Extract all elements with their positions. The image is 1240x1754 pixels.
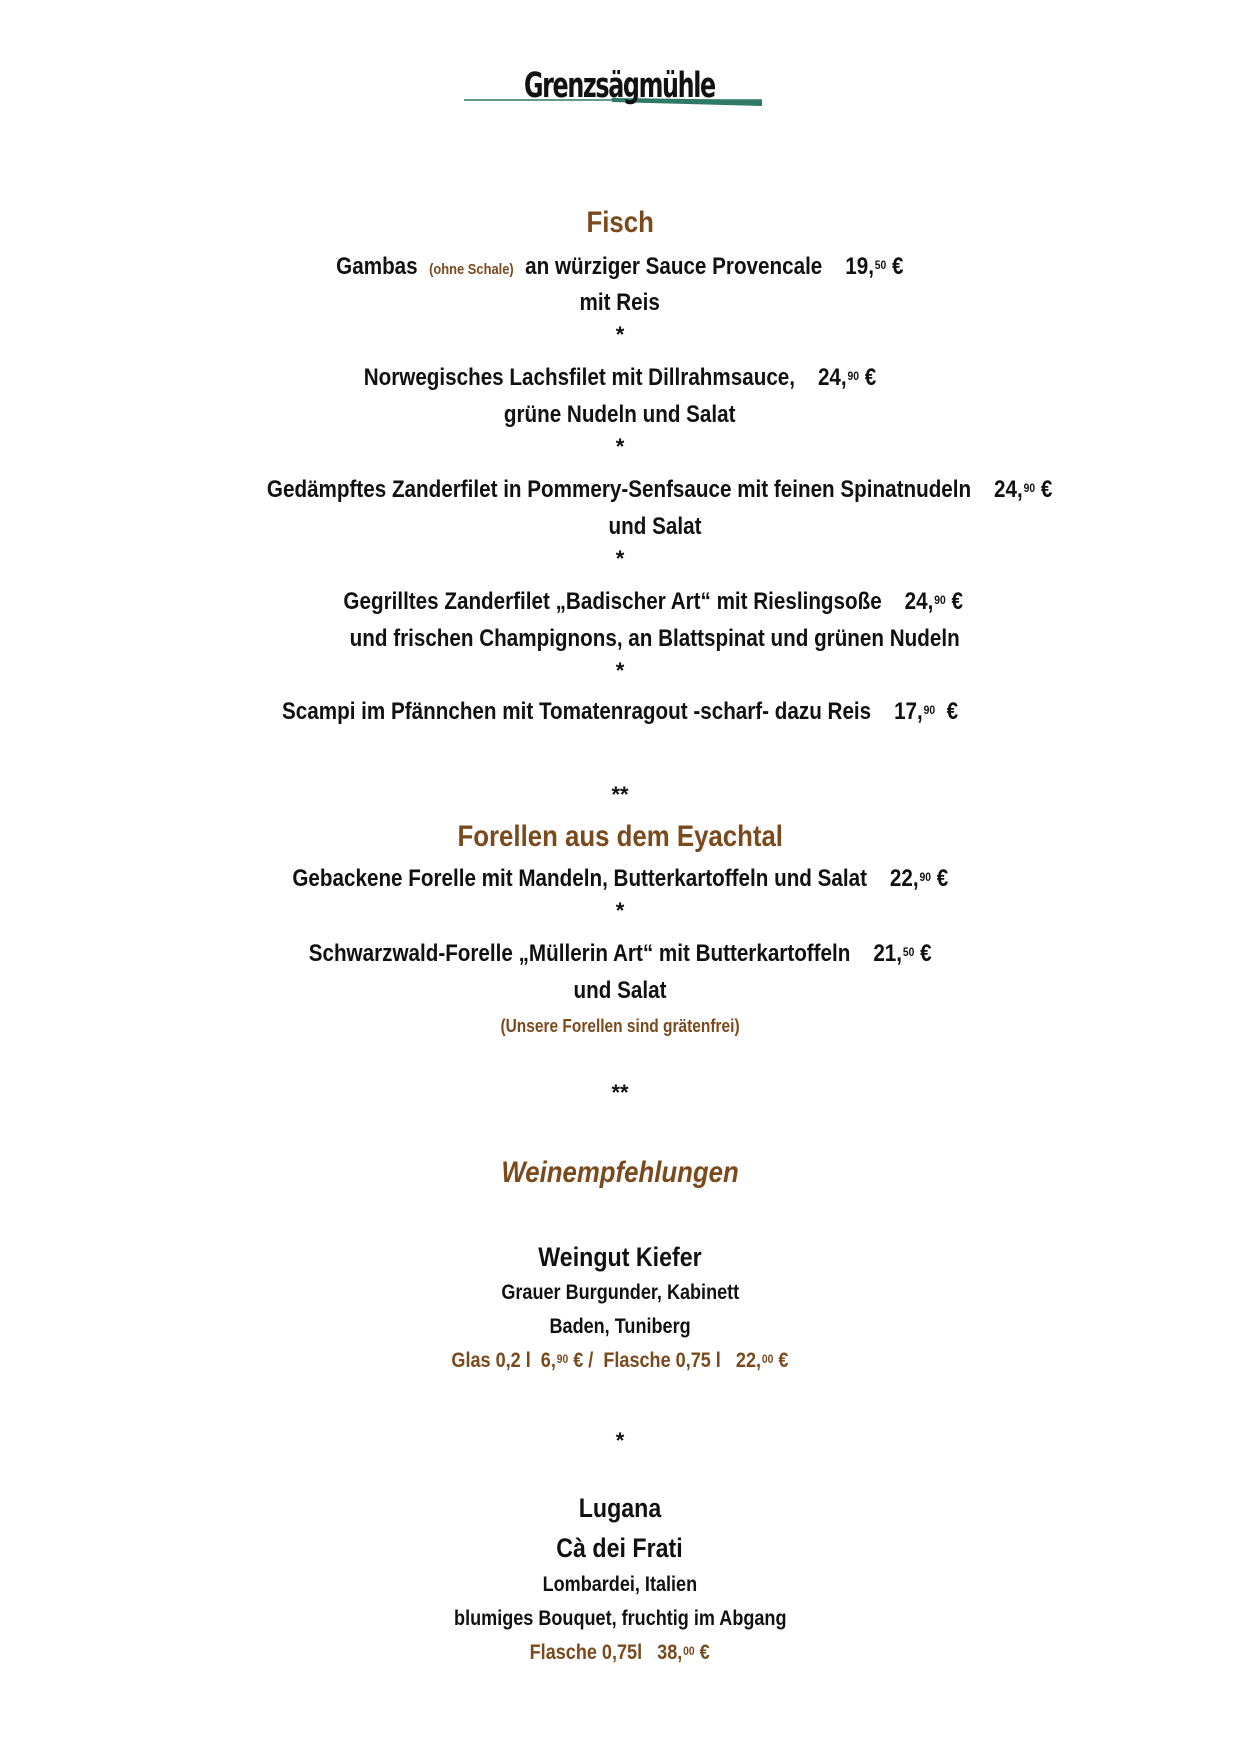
logo (462, 62, 772, 132)
flasche-label: Flasche 0,75 l (603, 1349, 721, 1372)
forellen-note: (Unsere Forellen sind grätenfrei) (500, 1016, 740, 1036)
glas-label: Glas 0,2 l (451, 1349, 531, 1372)
fisch-heading-text: Fisch (586, 206, 654, 239)
menu-item-scampi (0, 697, 1240, 727)
forelle-gebacken-price: 22,90 € (889, 865, 948, 892)
zander-gedaempft-description: Gedämpftes Zanderfilet in Pommery-Senfsauce mit feinen Spinatnudeln (267, 476, 972, 503)
forelle-muellerin-line2: und Salat (573, 977, 667, 1004)
forelle-muellerin-description: Schwarzwald-Forelle „Müllerin Art“ mit Butterkartoffeln (308, 940, 851, 967)
section-heading-forellen (0, 819, 1240, 855)
forelle-gebacken-description: Gebackene Forelle mit Mandeln, Butterkartoffeln und Salat (292, 865, 867, 892)
item-separator: * (615, 546, 625, 571)
item-separator: * (615, 1428, 625, 1453)
flasche-label: Flasche 0,75l (529, 1641, 643, 1664)
menu-item-forelle-muellerin (0, 939, 1240, 969)
zander-gegrillt-price: 24,90 € (904, 588, 963, 615)
gambas-line (336, 252, 903, 285)
wine-kiefer-name: Weingut Kiefer (538, 1242, 702, 1272)
section-separator: ** (611, 1080, 629, 1105)
lachs-line (364, 363, 877, 393)
zander-gegrillt-line2: und frischen Champignons, an Blattspinat und grünen Nudeln (349, 625, 961, 652)
logo-text: Grenzsägmühle (524, 66, 715, 106)
item-separator: * (615, 898, 625, 923)
wine-lugana-detail2: blumiges Bouquet, fruchtig im Abgang (453, 1607, 787, 1630)
menu-item-zander-gegrillt (33, 587, 1240, 617)
zander-gedaempft-line (267, 475, 1052, 505)
lachs-price: 24,90 € (817, 364, 877, 391)
forelle-gebacken-line (292, 864, 948, 894)
section-separator: ** (611, 782, 629, 807)
zander-gegrillt-description: Gegrilltes Zanderfilet „Badischer Art“ mit Rieslingsoße (343, 588, 882, 615)
wine-lugana-name2: Cà dei Frati (556, 1533, 684, 1563)
scampi-line (282, 697, 958, 727)
zander-gedaempft-price: 24,90 € (994, 476, 1053, 503)
gambas-note: (ohne Schale) (429, 261, 514, 278)
menu-item-forelle-gebacken (0, 864, 1240, 894)
wine-kiefer-detail2: Baden, Tuniberg (549, 1315, 691, 1338)
wine-kiefer-detail1: Grauer Burgunder, Kabinett (501, 1281, 739, 1304)
forelle-muellerin-price: 21,50 € (873, 940, 932, 967)
item-separator: * (615, 434, 625, 459)
zander-gedaempft-line2: und Salat (608, 513, 702, 540)
menu-item-zander-gedaempft (40, 475, 1240, 505)
scampi-price: 17,90 € (894, 698, 959, 725)
forellen-heading-text: Forellen aus dem Eyachtal (457, 820, 783, 853)
gambas-name: Gambas (336, 253, 418, 280)
zander-gegrillt-line (343, 587, 963, 617)
lachs-line2: grüne Nudeln und Salat (504, 401, 736, 428)
forelle-muellerin-line (309, 939, 932, 969)
section-heading-wein (0, 1155, 1240, 1191)
wine-lugana-name: Lugana (578, 1493, 662, 1523)
section-heading-fisch (0, 205, 1240, 241)
menu-item-lachs (0, 363, 1240, 393)
wine-kiefer-price: Glas 0,2 l 6,90 € / Flasche 0,75 l 22,00 € (451, 1349, 789, 1372)
item-separator: * (615, 658, 625, 683)
wine-lugana-detail1: Lombardei, Italien (542, 1573, 698, 1596)
menu-item-gambas (0, 252, 1240, 285)
scampi-description: Scampi im Pfännchen mit Tomatenragout -scharf- dazu Reis (281, 698, 872, 725)
gambas-price: 19,50 € (845, 253, 904, 280)
gambas-description: an würziger Sauce Provencale (525, 253, 823, 280)
wein-heading-text: Weinempfehlungen (501, 1156, 739, 1189)
wine-lugana-price: Flasche 0,75l 38,00 € (529, 1641, 711, 1664)
lachs-description: Norwegisches Lachsfilet mit Dillrahmsauce, (363, 364, 796, 391)
item-separator: * (615, 322, 625, 347)
gambas-line2: mit Reis (579, 289, 661, 316)
